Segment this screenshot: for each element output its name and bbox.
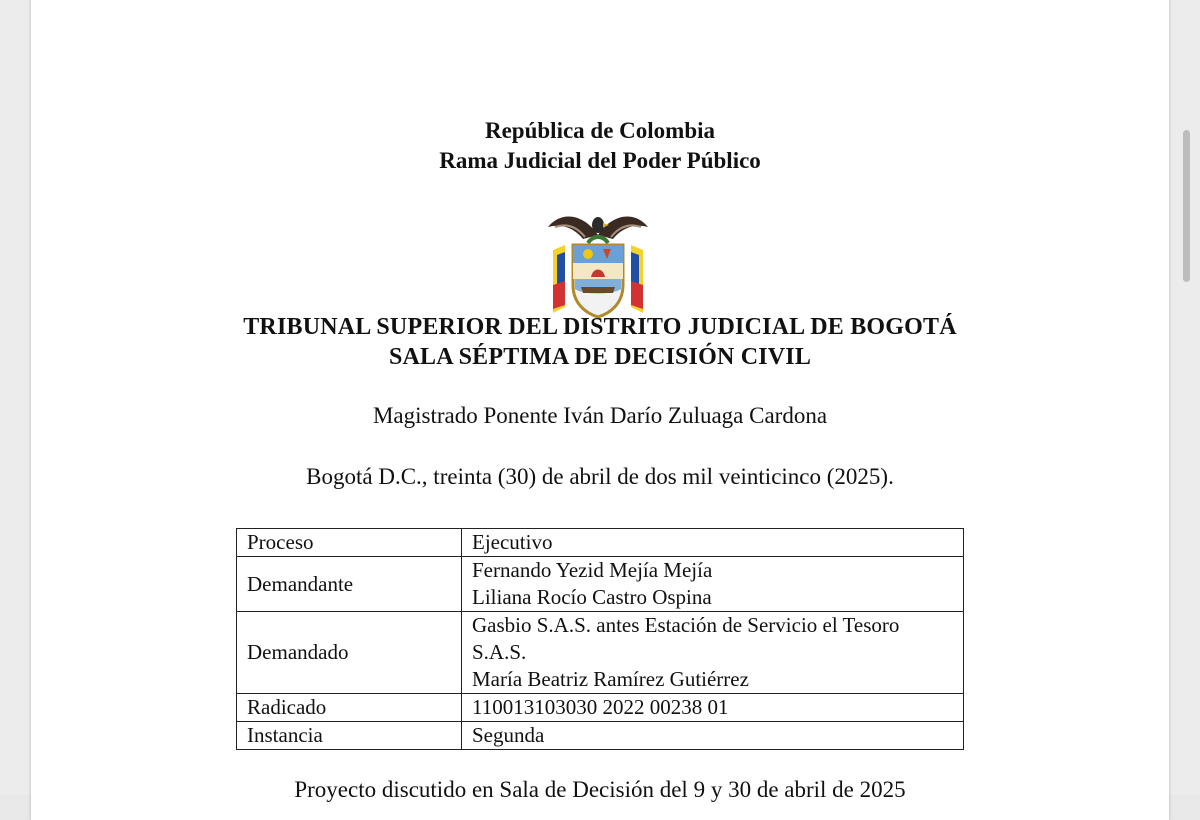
table-row: [237, 722, 964, 750]
row-value-line: Ejecutivo: [472, 530, 553, 554]
row-label: Demandado: [237, 612, 462, 694]
date-line: Bogotá D.C., treinta (30) de abril de dos mil veinticinco (2025).: [306, 464, 894, 489]
row-value-line: Segunda: [472, 723, 545, 747]
row-label: Radicado: [237, 694, 462, 722]
row-value-line: Liliana Rocío Castro Ospina: [472, 585, 712, 609]
row-value-line: Fernando Yezid Mejía Mejía: [472, 558, 713, 582]
row-value: [462, 557, 964, 612]
row-label: Demandante: [237, 557, 462, 612]
row-label: Proceso: [237, 529, 462, 557]
row-value: [462, 694, 964, 722]
case-table: [236, 528, 964, 750]
row-value-line: 110013103030 2022 00238 01: [472, 695, 729, 719]
magistrate-line: Magistrado Ponente Iván Darío Zuluaga Cardona: [372, 403, 828, 428]
court-chamber: SALA SÉPTIMA DE DECISIÓN CIVIL: [388, 344, 812, 370]
row-value: [462, 529, 964, 557]
table-row: [237, 612, 964, 694]
table-row: [237, 529, 964, 557]
document-page: [31, 0, 1169, 820]
row-value-line: Gasbio S.A.S. antes Estación de Servicio el Tesoro: [472, 613, 900, 637]
row-value: [462, 612, 964, 694]
header-republic: República de Colombia: [484, 118, 716, 143]
row-value: [462, 722, 964, 750]
row-label: Instancia: [237, 722, 462, 750]
colombia-coat-of-arms-icon: [543, 205, 653, 320]
row-value-line: S.A.S.: [472, 640, 527, 664]
table-row: [237, 557, 964, 612]
court-name: TRIBUNAL SUPERIOR DEL DISTRITO JUDICIAL DE BOGOTÁ: [243, 314, 957, 340]
footer-partial-line: Proyecto discutido en Sala de Decisión del 9 y 30 de abril de 2025: [294, 777, 906, 802]
row-value-line: María Beatriz Ramírez Gutiérrez: [472, 667, 749, 691]
vertical-scrollbar[interactable]: [1183, 130, 1190, 282]
header-branch: Rama Judicial del Poder Público: [439, 148, 761, 173]
table-row: [237, 694, 964, 722]
